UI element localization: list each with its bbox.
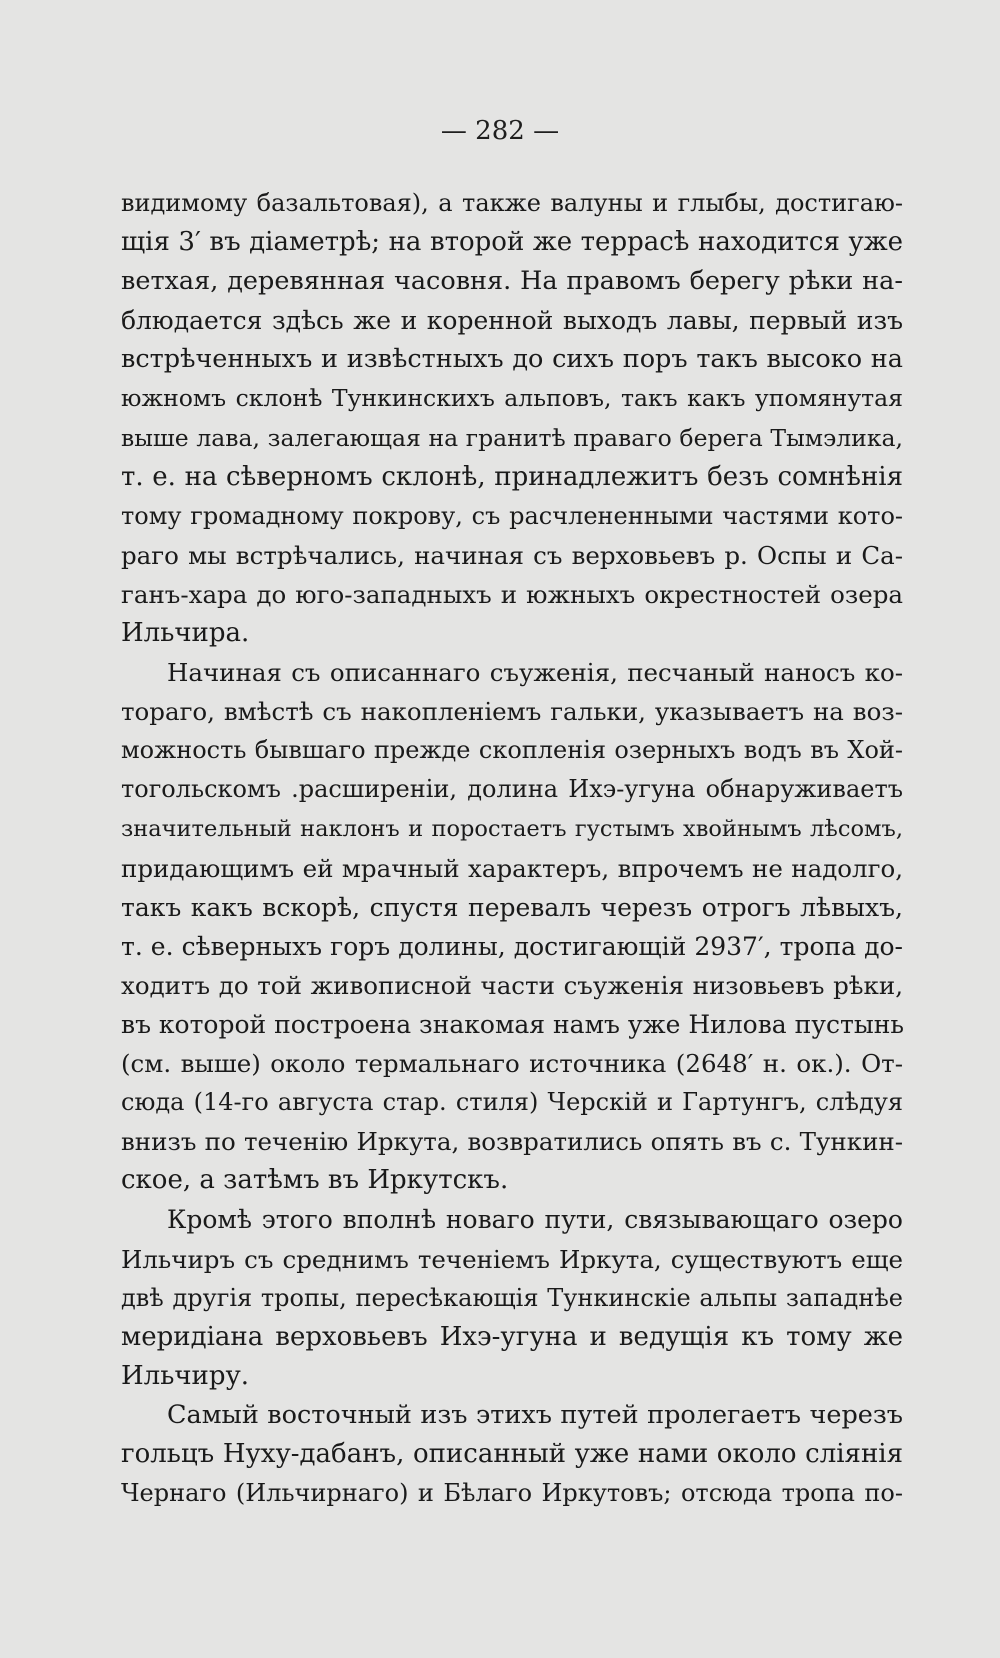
text-line: меридіана верховьевъ Ихэ-угуна и ведущія къ тому же: [121, 1321, 903, 1352]
text-line: раго мы встрѣчались, начиная съ верховьевъ р. Оспы и Са-: [121, 540, 903, 570]
text-line: Начиная съ описаннаго съуженія, песчаный наносъ ко-: [167, 658, 903, 688]
text-line: сюда (14-го августа стар. стиля) Черскій и Гартунгъ, слѣдуя: [121, 1088, 903, 1117]
paragraph-1: [121, 184, 903, 653]
text-line: ветхая, деревянная часовня. На правомъ берегу рѣки на-: [121, 266, 903, 297]
text-line: придающимъ ей мрачный характеръ, впрочемъ не надолго,: [121, 853, 903, 883]
text-line: Ильчиру.: [121, 1360, 250, 1391]
text-line: тому громадному покрову, съ расчлененными частями кото-: [121, 501, 903, 530]
paragraph-4: [121, 1396, 903, 1513]
text-line: двѣ другія тропы, пересѣкающія Тункинскіе альпы западнѣе: [121, 1283, 903, 1312]
text-line: видимому базальтовая), а также валуны и глыбы, достигаю-: [121, 189, 903, 217]
text-line: Чернаго (Ильчирнаго) и Бѣлаго Иркутовъ; отсюда тропа по-: [121, 1479, 903, 1508]
text-line: (см. выше) около термальнаго источника (2648′ н. ок.). От-: [121, 1049, 903, 1079]
text-line: гольцъ Нуху-дабанъ, описанный уже нами около сліянія: [121, 1439, 903, 1469]
text-line: тогольскомъ .расширеніи, долина Ихэ-угуна обнаруживаетъ: [121, 775, 903, 804]
text-line: т. е. на сѣверномъ склонѣ, принадлежитъ безъ сомнѣнія: [121, 461, 903, 492]
text-line: значительный наклонъ и поростаетъ густымъ хвойнымъ лѣсомъ,: [121, 815, 903, 842]
text-line: южномъ склонѣ Тункинскихъ альповъ, такъ какъ упомянутая: [121, 384, 903, 413]
paragraph-3: [121, 1200, 903, 1395]
text-line: ходитъ до той живописной части съуженія низовьевъ рѣки,: [121, 970, 903, 1000]
text-line: Самый восточный изъ этихъ путей пролегаетъ черезъ: [167, 1399, 903, 1430]
text-line: внизъ по теченію Иркута, возвратились опять въ с. Тункин-: [121, 1127, 903, 1157]
text-line: въ которой построена знакомая намъ уже Нилова пустынь: [121, 1009, 905, 1039]
text-line: встрѣченныхъ и извѣстныхъ до сихъ поръ такъ высоко на: [121, 344, 903, 375]
text-line: выше лава, залегающая на гранитѣ праваго берега Тымэлика,: [121, 423, 903, 452]
text-line: Ильчира.: [121, 618, 250, 649]
page-number: — 282 —: [440, 116, 560, 146]
text-line: т. е. сѣверныхъ горъ долины, достигающій 2937′, тропа до-: [121, 931, 903, 961]
text-line: тораго, вмѣстѣ съ накопленіемъ гальки, указываетъ на воз-: [121, 697, 903, 727]
text-line: ганъ-хара до юго-западныхъ и южныхъ окрестностей озера: [121, 579, 903, 609]
text-line: ское, а затѣмъ въ Иркутскъ.: [121, 1165, 509, 1196]
text-line: можность бывшаго прежде скопленія озерныхъ водъ въ Хой-: [121, 736, 903, 765]
text-line: такъ какъ вскорѣ, спустя перевалъ черезъ отрогъ лѣвыхъ,: [121, 892, 903, 922]
text-line: Ильчиръ съ среднимъ теченіемъ Иркута, существуютъ еще: [121, 1244, 903, 1274]
paragraph-2: [121, 653, 903, 1200]
text-line: щія 3′ въ діаметрѣ; на второй же террасѣ находится уже: [121, 227, 903, 258]
text-line: Кромѣ этого вполнѣ новаго пути, связывающаго озеро: [167, 1205, 903, 1235]
body-text: [121, 184, 903, 1513]
text-line: блюдается здѣсь же и коренной выходъ лавы, первый изъ: [121, 306, 903, 336]
